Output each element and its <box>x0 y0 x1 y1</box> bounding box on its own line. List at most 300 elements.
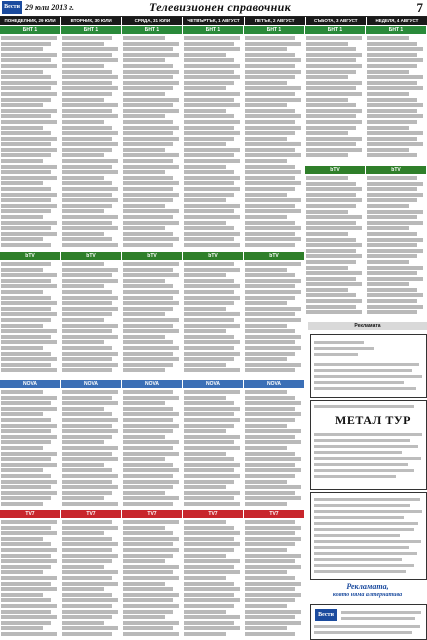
program-line <box>245 193 287 197</box>
program-line <box>123 103 173 107</box>
program-line <box>306 176 348 180</box>
program-line <box>184 531 240 535</box>
program-line <box>184 262 234 266</box>
program-line <box>367 148 409 152</box>
program-line <box>123 262 179 266</box>
program-line <box>62 181 112 185</box>
program-line <box>123 148 165 152</box>
program-line <box>62 407 104 411</box>
program-line <box>245 198 301 202</box>
program-line <box>1 463 57 467</box>
day-header-tuesday: ВТОРНИК, 30 ЮЛИ <box>61 17 121 25</box>
program-line <box>62 480 112 484</box>
program-line <box>1 92 57 96</box>
program-line <box>245 626 287 630</box>
program-line <box>306 226 362 230</box>
program-line <box>1 587 57 591</box>
program-line <box>367 254 417 258</box>
program-listings <box>245 262 303 374</box>
program-line <box>123 412 179 416</box>
program-line <box>123 215 173 219</box>
program-line <box>245 401 301 405</box>
program-line <box>245 109 295 113</box>
program-line <box>123 312 165 316</box>
program-line <box>123 554 173 558</box>
program-line <box>245 284 295 288</box>
program-line <box>245 604 287 608</box>
program-line <box>1 474 51 478</box>
program-line <box>62 565 104 569</box>
program-line <box>184 335 234 339</box>
program-line <box>1 301 57 305</box>
program-line <box>123 64 173 68</box>
program-line <box>306 310 362 314</box>
program-line <box>367 58 423 62</box>
program-line <box>123 92 165 96</box>
program-line <box>184 131 240 135</box>
day-header-sunday: НЕДЕЛЯ, 4 АВГУСТ <box>367 17 427 25</box>
program-line <box>1 262 51 266</box>
program-line <box>245 232 295 236</box>
program-line <box>245 318 301 322</box>
program-line <box>245 587 295 591</box>
program-line <box>367 299 417 303</box>
program-line <box>123 502 173 506</box>
program-line <box>184 296 240 300</box>
program-line <box>184 435 240 439</box>
program-line <box>367 182 423 186</box>
program-line <box>123 537 179 541</box>
program-line <box>1 42 51 46</box>
program-line <box>245 221 295 225</box>
program-line <box>123 47 173 51</box>
program-line <box>306 114 356 118</box>
program-line <box>123 142 173 146</box>
ad-classifieds <box>310 492 427 580</box>
program-line <box>62 114 118 118</box>
program-line <box>184 279 234 283</box>
program-line <box>367 221 423 225</box>
program-line <box>123 352 173 356</box>
program-line <box>123 390 173 394</box>
program-line <box>62 64 104 68</box>
channel-band-tv7: TV7 <box>183 510 243 518</box>
program-line <box>62 412 112 416</box>
program-line <box>184 193 234 197</box>
program-line <box>123 181 179 185</box>
program-line <box>184 204 240 208</box>
program-line <box>184 340 240 344</box>
program-line <box>367 271 417 275</box>
program-line <box>123 559 165 563</box>
channel-band-bnt: БНТ 1 <box>61 26 121 34</box>
program-line <box>184 491 240 495</box>
program-line <box>184 187 240 191</box>
day-header-friday: ПЕТЪК, 2 АВГУСТ <box>245 17 305 25</box>
program-line <box>245 301 287 305</box>
program-line <box>1 98 51 102</box>
program-line <box>245 36 295 40</box>
program-line <box>1 290 43 294</box>
program-line <box>123 70 179 74</box>
metal-tour-logo: МЕТАЛ ТУР <box>335 413 411 427</box>
program-line <box>306 92 362 96</box>
program-line <box>62 296 118 300</box>
program-line <box>184 137 234 141</box>
program-line <box>62 357 112 361</box>
program-listings <box>62 520 120 637</box>
program-line <box>306 299 362 303</box>
program-line <box>62 262 104 266</box>
program-line <box>184 284 240 288</box>
program-line <box>306 103 356 107</box>
program-line <box>1 209 51 213</box>
program-line <box>123 357 179 361</box>
program-line <box>62 329 112 333</box>
program-line <box>367 266 423 270</box>
program-line <box>306 210 348 214</box>
program-line <box>245 340 295 344</box>
program-line <box>184 114 234 118</box>
program-line <box>367 305 423 309</box>
channel-band-bnt: БНТ 1 <box>244 26 304 34</box>
program-line <box>123 53 179 57</box>
program-line <box>245 307 301 311</box>
program-line <box>62 610 118 614</box>
program-line <box>62 335 118 339</box>
program-line <box>184 357 234 361</box>
program-line <box>245 520 295 524</box>
program-line <box>306 249 356 253</box>
program-line <box>367 187 417 191</box>
program-line <box>184 176 240 180</box>
ad-travel <box>310 334 427 398</box>
program-line <box>1 296 51 300</box>
program-line <box>1 440 51 444</box>
program-line <box>184 47 240 51</box>
program-line <box>245 632 295 636</box>
program-line <box>306 75 348 79</box>
program-line <box>1 548 57 552</box>
program-line <box>306 148 362 152</box>
program-line <box>306 215 362 219</box>
program-line <box>184 396 226 400</box>
program-line <box>1 604 57 608</box>
program-line <box>245 352 295 356</box>
program-line <box>245 81 287 85</box>
program-line <box>245 463 295 467</box>
program-line <box>123 170 165 174</box>
program-line <box>1 268 43 272</box>
program-line <box>1 237 43 241</box>
program-line <box>62 452 112 456</box>
program-line <box>184 582 234 586</box>
program-line <box>184 593 234 597</box>
program-line <box>245 429 301 433</box>
program-line <box>184 209 234 213</box>
program-line <box>306 81 362 85</box>
program-line <box>184 64 240 68</box>
program-line <box>123 424 179 428</box>
program-line <box>62 109 112 113</box>
program-line <box>62 548 112 552</box>
program-line <box>123 474 173 478</box>
program-line <box>184 502 240 506</box>
program-line <box>184 307 226 311</box>
program-line <box>1 401 51 405</box>
program-line <box>1 148 57 152</box>
program-line <box>184 604 234 608</box>
program-line <box>1 329 57 333</box>
program-line <box>62 137 112 141</box>
program-line <box>245 262 301 266</box>
program-line <box>62 312 112 316</box>
program-line <box>123 593 179 597</box>
program-line <box>123 335 165 339</box>
program-line <box>1 457 51 461</box>
program-line <box>184 480 234 484</box>
program-line <box>1 435 57 439</box>
program-line <box>245 42 301 46</box>
program-line <box>123 485 173 489</box>
program-line <box>62 324 118 328</box>
program-line <box>62 215 118 219</box>
program-line <box>184 352 240 356</box>
program-line <box>1 70 43 74</box>
program-line <box>1 221 57 225</box>
program-line <box>245 610 301 614</box>
day-headers <box>0 17 427 25</box>
program-line <box>245 593 301 597</box>
program-line <box>62 435 112 439</box>
program-line <box>306 221 356 225</box>
program-line <box>184 570 240 574</box>
program-line <box>367 42 417 46</box>
program-listings <box>1 390 59 507</box>
program-line <box>62 429 118 433</box>
program-line <box>62 103 118 107</box>
program-line <box>1 47 43 51</box>
program-line <box>306 193 356 197</box>
program-line <box>184 181 234 185</box>
program-line <box>245 440 301 444</box>
program-line <box>245 598 295 602</box>
channel-band-bnt: БНТ 1 <box>0 26 60 34</box>
program-line <box>1 340 57 344</box>
program-line <box>367 75 423 79</box>
program-line <box>123 520 179 524</box>
program-line <box>62 368 112 372</box>
program-line <box>1 570 43 574</box>
program-line <box>245 329 295 333</box>
program-line <box>245 64 295 68</box>
program-line <box>245 537 301 541</box>
program-line <box>62 615 112 619</box>
program-line <box>184 126 234 130</box>
program-line <box>245 126 301 130</box>
program-line <box>184 554 226 558</box>
program-line <box>1 526 51 530</box>
program-line <box>1 632 57 636</box>
program-line <box>1 114 51 118</box>
program-line <box>184 142 226 146</box>
program-line <box>367 120 417 124</box>
program-line <box>367 153 417 157</box>
program-line <box>184 243 240 247</box>
program-line <box>123 440 179 444</box>
program-line <box>245 153 301 157</box>
channel-band-tv7: TV7 <box>0 510 60 518</box>
program-line <box>367 293 423 297</box>
channel-band-btv: bTV <box>366 166 426 174</box>
program-line <box>184 237 234 241</box>
program-line <box>184 368 240 372</box>
program-line <box>123 81 179 85</box>
program-line <box>184 587 240 591</box>
program-line <box>123 279 165 283</box>
program-line <box>245 86 301 90</box>
program-line <box>1 109 57 113</box>
program-line <box>367 47 423 51</box>
program-line <box>306 109 362 113</box>
program-line <box>62 468 112 472</box>
program-line <box>62 474 118 478</box>
program-line <box>306 53 362 57</box>
program-line <box>123 198 173 202</box>
channel-band-bnt: БНТ 1 <box>122 26 182 34</box>
program-line <box>62 363 118 367</box>
program-listings <box>123 262 181 374</box>
program-line <box>1 279 51 283</box>
program-line <box>306 187 362 191</box>
program-line <box>245 457 301 461</box>
program-listings <box>1 36 59 249</box>
program-line <box>1 582 51 586</box>
program-line <box>62 268 118 272</box>
program-listings <box>245 390 303 507</box>
program-line <box>367 288 417 292</box>
program-line <box>184 424 234 428</box>
program-listings <box>184 262 242 374</box>
program-line <box>184 153 234 157</box>
program-line <box>306 277 356 281</box>
program-line <box>123 131 173 135</box>
program-line <box>367 215 417 219</box>
program-line <box>123 221 179 225</box>
program-line <box>62 176 104 180</box>
program-line <box>245 468 301 472</box>
program-line <box>245 526 301 530</box>
channel-band-nova: NOVA <box>61 380 121 388</box>
program-line <box>123 452 179 456</box>
program-line <box>123 243 173 247</box>
program-line <box>123 42 179 46</box>
program-line <box>1 226 51 230</box>
schedule-column <box>183 26 243 640</box>
day-header-wednesday: СРЯДА, 31 ЮЛИ <box>122 17 182 25</box>
program-line <box>367 249 423 253</box>
program-line <box>245 335 301 339</box>
program-line <box>367 70 409 74</box>
program-line <box>184 440 234 444</box>
program-line <box>1 335 51 339</box>
program-line <box>123 598 173 602</box>
program-line <box>184 610 226 614</box>
program-line <box>245 570 287 574</box>
program-line <box>123 621 179 625</box>
program-listings <box>306 176 364 316</box>
program-line <box>184 159 240 163</box>
program-line <box>123 86 173 90</box>
program-line <box>245 531 295 535</box>
program-line <box>245 363 301 367</box>
program-line <box>306 260 356 264</box>
program-line <box>123 324 173 328</box>
program-listings <box>367 176 425 316</box>
program-line <box>1 193 57 197</box>
program-line <box>184 412 234 416</box>
program-line <box>1 176 57 180</box>
program-line <box>123 480 179 484</box>
schedule-column <box>61 26 121 640</box>
program-line <box>62 153 104 157</box>
program-line <box>245 296 295 300</box>
program-line <box>184 632 226 636</box>
program-line <box>245 474 295 478</box>
program-line <box>1 418 51 422</box>
program-line <box>245 148 295 152</box>
program-line <box>367 232 417 236</box>
program-line <box>62 390 118 394</box>
program-line <box>1 318 51 322</box>
program-line <box>1 363 51 367</box>
program-line <box>123 329 179 333</box>
advertisements <box>308 322 427 640</box>
program-line <box>367 92 409 96</box>
program-line <box>245 237 301 241</box>
program-line <box>245 142 301 146</box>
program-line <box>123 109 179 113</box>
program-line <box>62 279 118 283</box>
program-line <box>306 232 348 236</box>
day-header-saturday: СЪБОТА, 3 АВГУСТ <box>306 17 366 25</box>
program-line <box>62 131 118 135</box>
program-line <box>184 542 240 546</box>
program-line <box>1 120 57 124</box>
program-line <box>367 36 409 40</box>
channel-band-btv: bTV <box>0 252 60 260</box>
program-line <box>184 474 240 478</box>
program-line <box>306 137 362 141</box>
program-line <box>245 75 295 79</box>
program-line <box>306 120 362 124</box>
program-line <box>306 36 362 40</box>
program-line <box>123 36 165 40</box>
program-line <box>1 198 51 202</box>
program-line <box>1 565 51 569</box>
program-listings <box>184 520 242 637</box>
program-line <box>62 352 118 356</box>
program-line <box>184 273 226 277</box>
program-line <box>245 407 295 411</box>
channel-band-nova: NOVA <box>0 380 60 388</box>
program-line <box>123 268 173 272</box>
channel-band-btv: bTV <box>305 166 365 174</box>
vesti-footer-logo: Вести <box>315 609 337 621</box>
program-line <box>1 429 51 433</box>
program-line <box>184 318 234 322</box>
program-line <box>367 86 423 90</box>
